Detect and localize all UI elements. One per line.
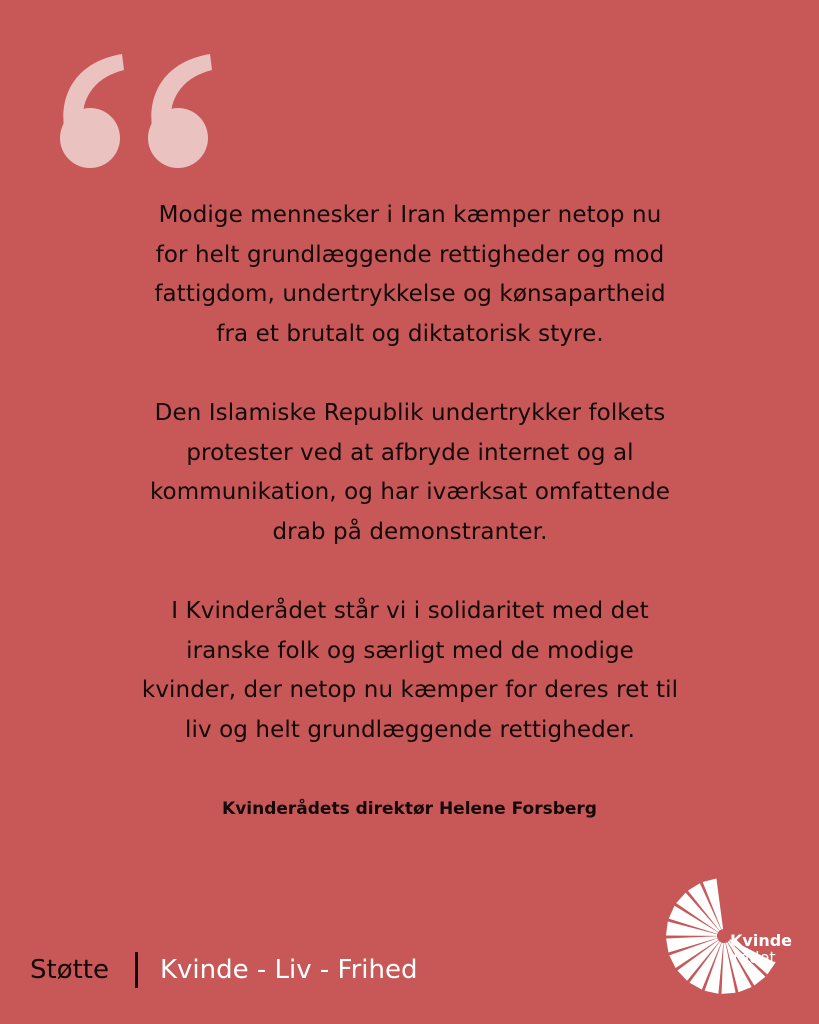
kvinderaadet-logo [662, 862, 812, 1010]
slogan: Kvinde - Liv - Frihed [160, 955, 418, 985]
logo-wordmark [730, 932, 792, 966]
quote-author: Kvinderådets direktør Helene Forsberg [222, 799, 597, 819]
quote-text [60, 196, 760, 750]
footer [30, 948, 418, 992]
quote-paragraph: Den Islamiske Republik undertrykker folkets protester ved at afbryde internet og al kommunikation, og har iværksat omfattende drab på demonstranter. [149, 400, 671, 545]
support-label: Støtte [30, 955, 109, 985]
quotation-mark-icon [52, 40, 220, 180]
footer-divider [135, 952, 138, 988]
logo-text-line1: Kvinde [730, 931, 793, 950]
quote-paragraph: I Kvinderådet står vi i solidaritet med det iranske folk og særligt med de modige kvinder, der netop nu kæmper for deres ret til liv og helt grundlæggende rettigheder. [141, 598, 679, 743]
logo-text-line2: rådet [733, 948, 776, 967]
quote-paragraph: Modige mennesker i Iran kæmper netop nu for helt grundlæggende rettigheder og mod fattigdom, undertrykkelse og kønsapartheid fra et brutalt og diktatorisk styre. [154, 202, 666, 347]
